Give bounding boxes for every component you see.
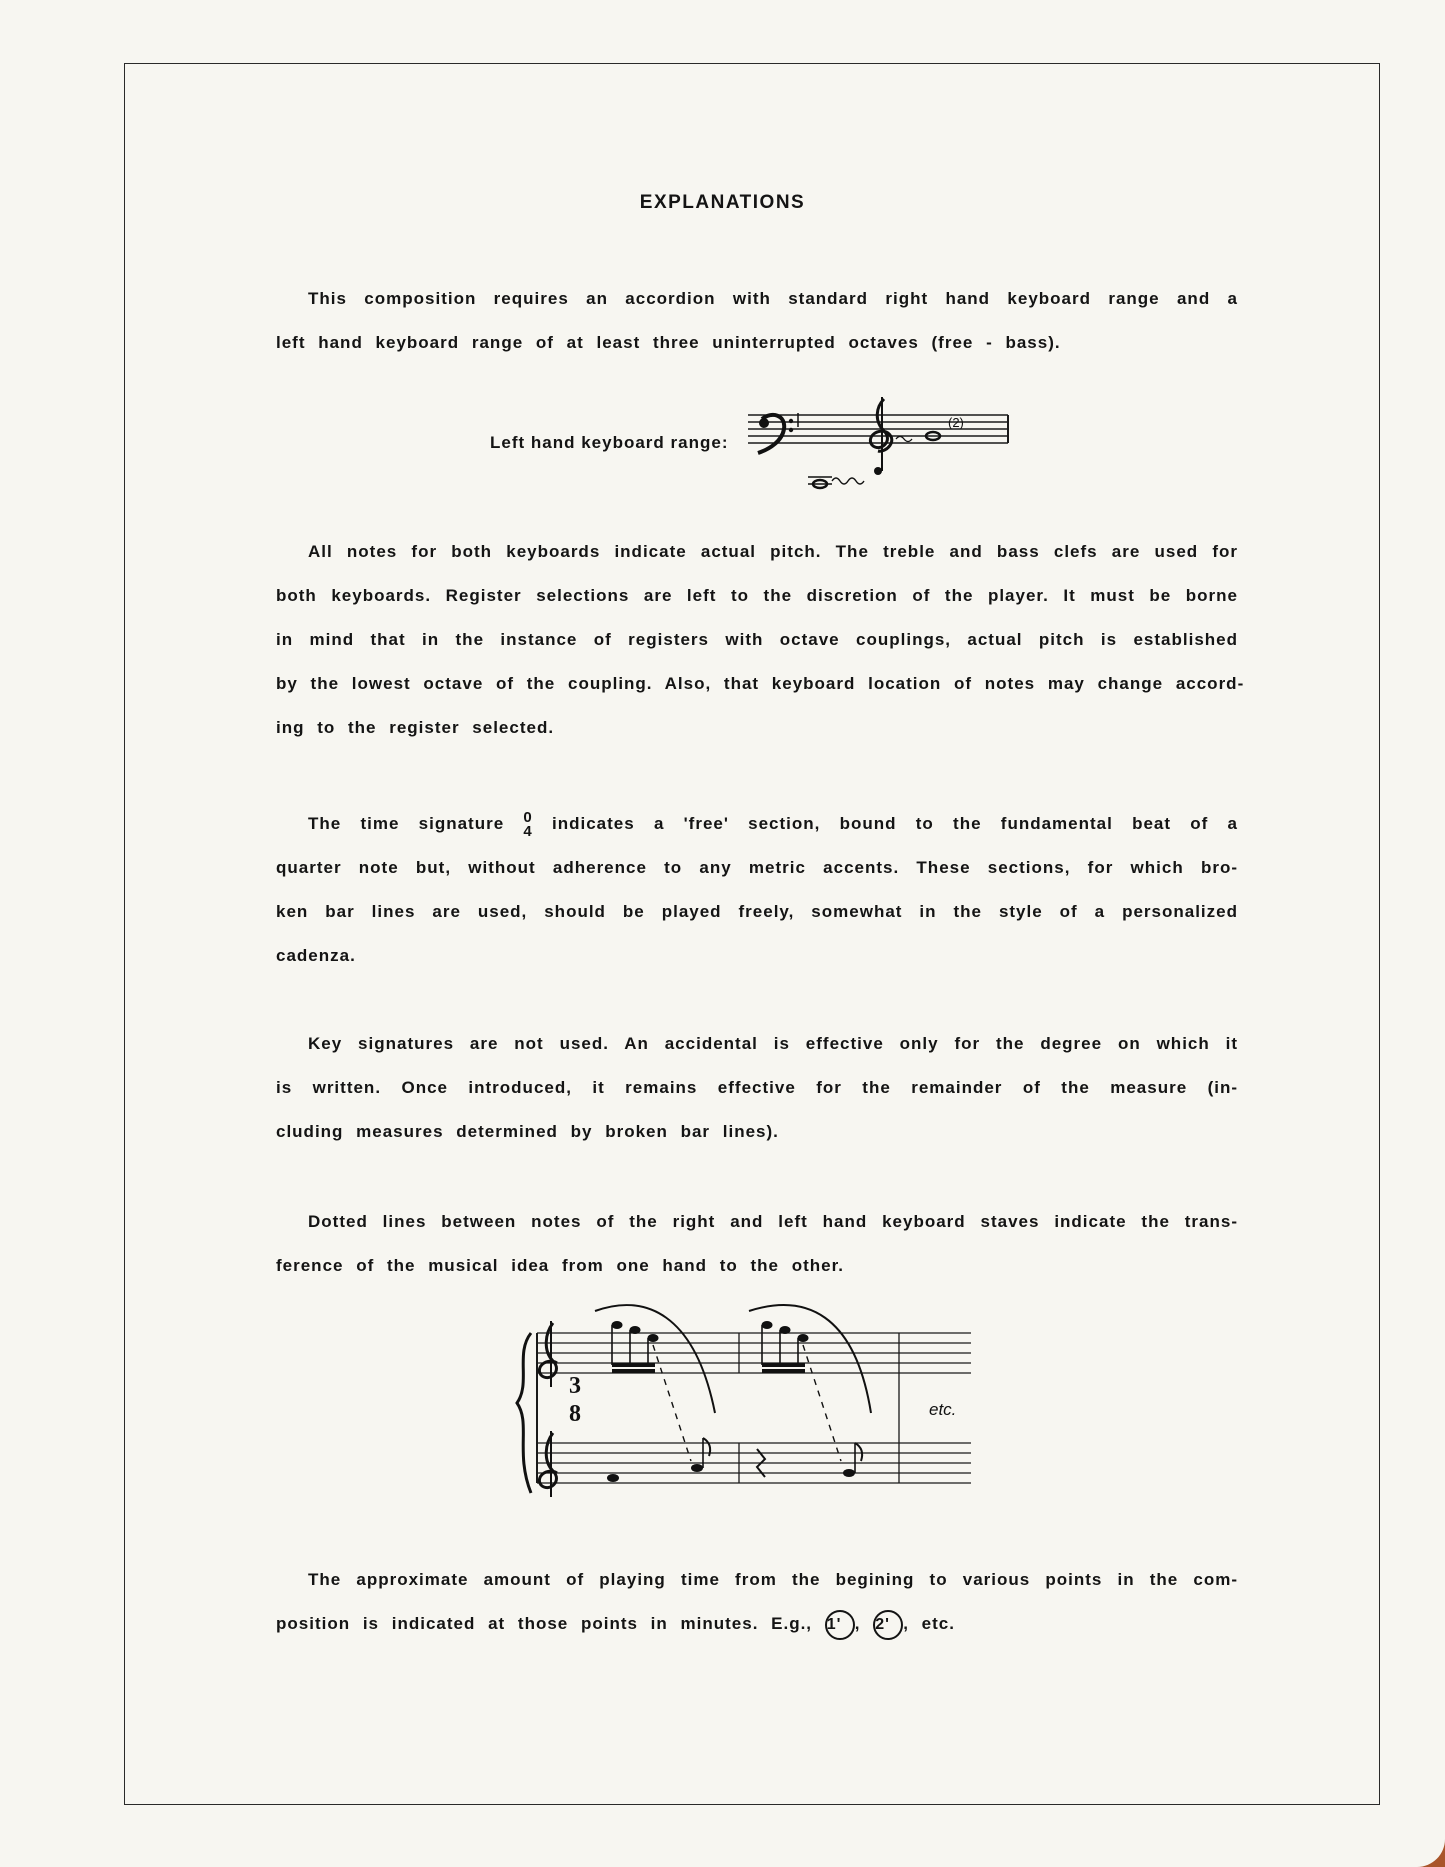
text-line <box>276 802 1238 846</box>
treble-clef-icon <box>539 1321 557 1387</box>
etc-label: etc. <box>929 1400 957 1419</box>
low-note-icon <box>808 477 832 488</box>
text-line: quarter note but, without adherence to any metric accents. These sections, for which bro- <box>276 858 1238 877</box>
time-marker-2: 2' <box>873 1610 903 1640</box>
text-line: cadenza. <box>276 946 356 965</box>
text-line: in mind that in the instance of registers with octave couplings, actual pitch is established <box>276 630 1238 649</box>
note-icon <box>691 1464 703 1472</box>
text-line: ference of the musical idea from one hand to the other. <box>276 1256 845 1275</box>
text-fragment: The time signature <box>308 814 505 833</box>
text-line: is written. Once introduced, it remains effective for the remainder of the measure (in- <box>276 1078 1238 1097</box>
sixteenth-note-group <box>612 1322 658 1372</box>
text-line: ing to the register selected. <box>276 718 555 737</box>
timesig-top: 0 <box>523 808 533 826</box>
paragraph-playing-time <box>276 1558 1238 1646</box>
brace-icon <box>517 1333 531 1493</box>
text-line: both keyboards. Register selections are left to the discretion of the player. It must be borne <box>276 586 1238 605</box>
text-line: left hand keyboard range of at least three uninterrupted octaves (free - bass). <box>276 333 1061 352</box>
text-fragment: , etc. <box>903 1614 955 1633</box>
paragraph-pitch-notes <box>276 530 1245 750</box>
text-line: The approximate amount of playing time from the begining to various points in the com- <box>308 1570 1238 1589</box>
text-line: ken bar lines are used, should be played freely, somewhat in the style of a personalized <box>276 902 1238 921</box>
bass-clef-icon <box>758 413 798 453</box>
text-line: All notes for both keyboards indicate actual pitch. The treble and bass clefs are used for <box>308 542 1238 561</box>
text-line: by the lowest octave of the coupling. Also, that keyboard location of notes may change accord- <box>276 674 1245 693</box>
paragraph-accidentals <box>276 1022 1238 1154</box>
text-line: Dotted lines between notes of the right and left hand keyboard staves indicate the trans- <box>308 1212 1238 1231</box>
text-fragment: indicates a 'free' section, bound to the fundamental beat of a <box>552 814 1239 833</box>
slur-icon <box>595 1305 715 1413</box>
free-time-signature <box>523 808 533 840</box>
time-signature-bottom: 8 <box>569 1401 581 1427</box>
page-title: EXPLANATIONS <box>639 192 806 213</box>
text-line: Key signatures are not used. An accidental is effective only for the degree on which it <box>308 1034 1238 1053</box>
range-label: Left hand keyboard range: <box>490 433 729 452</box>
paragraph-time-signature <box>276 802 1238 978</box>
text-line: cluding measures determined by broken bar lines). <box>276 1122 779 1141</box>
glissando-wave-icon <box>896 437 912 442</box>
text-line: This composition requires an accordion with standard right hand keyboard range and a <box>308 289 1238 308</box>
treble-clef-icon <box>870 397 891 475</box>
note-icon <box>843 1469 855 1477</box>
music-example <box>505 1293 985 1513</box>
time-signature-top: 3 <box>569 1373 581 1399</box>
glissando-wave-icon <box>832 478 864 484</box>
note-icon <box>607 1474 619 1482</box>
paragraph-range-requirement <box>276 277 1238 365</box>
text-line: position is indicated at those points in minutes. E.g., 1' , 2' , etc. <box>276 1602 1238 1646</box>
sixteenth-note-group <box>762 1322 808 1372</box>
range-parenthetical: (2) <box>948 415 964 430</box>
text-fragment: position is indicated at those points in minutes. E.g., <box>276 1614 813 1633</box>
timesig-bottom: 4 <box>523 822 533 840</box>
paragraph-dotted-lines <box>276 1200 1238 1288</box>
range-staff-illustration <box>748 393 1018 493</box>
time-marker-1: 1' <box>825 1610 855 1640</box>
treble-clef-icon <box>539 1431 557 1497</box>
